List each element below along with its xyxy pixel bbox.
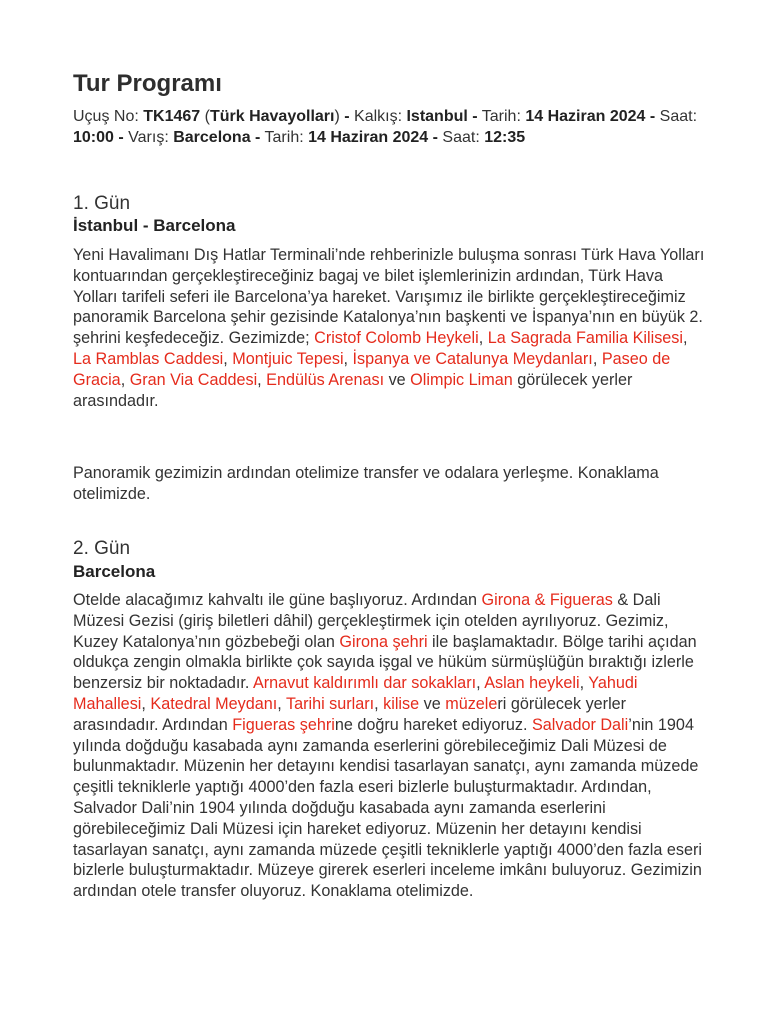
sight-link[interactable]: Montjuic Tepesi (232, 349, 344, 368)
day-1-paragraph-2: Panoramik gezimizin ardından otelimize transfer ve odalara yerleşme. Konaklama otelimizde. (73, 464, 659, 503)
place-link[interactable]: Girona & Figueras (481, 591, 613, 609)
sight-link[interactable]: İspanya ve Catalunya Meydanları (352, 349, 593, 368)
place-link[interactable]: kilise (383, 694, 420, 713)
date-label: Tarih: (264, 129, 304, 146)
sight-link[interactable]: La Sagrada Familia Kilisesi (487, 329, 683, 348)
place-link[interactable]: Arnavut kaldırımlı dar sokakları (252, 674, 477, 693)
text: ile başlamaktadır. Bölge tarihi açıdan oldukça zengin olmakla birlikte çok sayıda işgal ve hüküm sürmüşlüğün bıraktığı izlerle benzersiz bir noktadadır. (73, 632, 697, 693)
sight-link[interactable]: Olimpic Liman (410, 370, 513, 389)
text: , (476, 674, 485, 693)
sight-link[interactable]: Cristof Colomb Heykeli (314, 329, 479, 348)
day-2-subtitle: Barcelona (73, 562, 156, 581)
day-1-paragraph: Yeni Havalimanı Dış Hatlar Terminali’nde rehberinizle buluşma sonrası Türk Hava Yolları kontuarından gerçekleştireceğiniz bagaj ve bilet işlemlerinizin ardından, Türk Hava Yolları tarifeli seferi ile Barcelona’ya hareket. Varışımız ile birlikte gerçekleştireceğimiz panoramik Barcelona şehir gezisinde Katalonya’nın başkenti ve İspanya’nın en büyük 2. şehrini keşfedeceğiz. Gezimizde; Cristof Colomb Heykeli, La Sagrada Familia Kilisesi, La Ramblas Caddesi, Montjuic Tepesi, İspanya ve Catalunya Meydanları, Paseo de Gracia, Gran Via Caddesi, Endülüs Arenası ve Olimpic Liman görülecek yerler arasındadır. (73, 246, 705, 410)
day-1-end: görülecek yerler arasındadır. (73, 370, 633, 410)
flight-no: TK1467 (143, 108, 201, 125)
text: ri görülecek yerler arasındadır. Ardından (73, 694, 627, 734)
arrival-date: 14 Haziran 2024 (308, 129, 429, 146)
flight-no-label: Uçuş No: (73, 108, 139, 125)
time-label: Saat: (659, 108, 698, 125)
text: Otelde alacağımız kahvaltı ile güne başlıyoruz. Ardından (73, 591, 482, 609)
departure-time: 10:00 (73, 129, 114, 146)
arrival-time: 12:35 (484, 129, 526, 146)
sight-link[interactable]: Endülüs Arenası (266, 370, 385, 389)
departure-city: Istanbul (406, 108, 468, 125)
place-link[interactable]: Tarihi surları (285, 694, 375, 713)
text: , (277, 694, 286, 713)
sight-link[interactable]: La Ramblas Caddesi (73, 349, 224, 368)
arrival-city: Barcelona (173, 129, 251, 146)
text: ve (419, 694, 446, 713)
place-link[interactable]: müzele (445, 694, 498, 713)
place-link[interactable]: Katedral Meydanı (150, 694, 278, 713)
departure-date: 14 Haziran 2024 (525, 108, 646, 125)
flight-info: Uçuş No: TK1467 (Türk Havayolları) - Kalkış: Istanbul - Tarih: 14 Haziran 2024 - Saat: 10:00 - Varış: Barcelona - Tarih: 14 Haziran 2024 - Saat: 12:35 (73, 108, 698, 146)
day-2-paragraph (73, 590, 705, 902)
day-1-title: 1. Gün (73, 193, 131, 214)
arrival-label: Varış: (128, 129, 169, 146)
airline: Türk Havayolları (209, 108, 335, 125)
place-link[interactable]: Salvador Dali (531, 715, 629, 734)
time-label: Saat: (442, 129, 480, 146)
conjunction: ve (388, 370, 406, 389)
place-link[interactable]: Yahudi Mahallesi (73, 674, 638, 713)
text: ne doğru hareket ediyoruz. (334, 715, 532, 734)
text: , (374, 694, 384, 713)
departure-label: Kalkış: (354, 108, 403, 125)
place-link[interactable]: Figueras şehri (232, 715, 335, 734)
day-2-title: 2. Gün (73, 538, 131, 559)
text: , (141, 694, 151, 713)
page-title: Tur Programı (73, 70, 222, 97)
text: ’nin 1904 yılında doğduğu kasabada aynı zamanda eserlerini görebileceğimiz Dali Müzesi de bulunmaktadır. Müzenin her detayını kendisi tasarlayan sanatçı, aynı zamanda müzede çeşitli tekniklerle yaptığı 4000’den fazla eseri bizlerle buluşturmaktadır. Ardından, Salvador Dali’nin 1904 yılında doğduğu kasabada aynı zamanda eserlerini görebileceğimiz Dali Müzesi için hareket ediyoruz. Müzenin her detayını kendisi tasarlayan sanatçı, aynı zamanda müzede çeşitli tekniklerle yaptığı 4000’den fazla eseri bizlerle buluşturmaktadır. Müzeye girerek eserleri inceleme imkânı buluyoruz. Gezimizin ardından otele transfer oluyoruz. Konaklama otelimizde. (73, 715, 702, 901)
text: , (579, 674, 589, 693)
place-link[interactable]: Girona şehri (339, 632, 428, 651)
sight-link[interactable]: Paseo de Gracia (73, 349, 671, 389)
day-1-intro: Yeni Havalimanı Dış Hatlar Terminali’nde rehberinizle buluşma sonrası Türk Hava Yolları kontuarından gerçekleştireceğiniz bagaj ve bilet işlemlerinizin ardından, Türk Hava Yolları tarifeli seferi ile Barcelona’ya hareket. Varışımız ile birlikte gerçekleştireceğimiz panoramik Barcelona şehir gezisinde Katalonya’nın başkenti ve İspanya’nın en büyük 2. şehrini keşfedeceğiz. Gezimizde; (73, 246, 705, 348)
day-1-subtitle: İstanbul - Barcelona (73, 216, 236, 235)
place-link[interactable]: Aslan heykeli (484, 674, 580, 693)
date-label: Tarih: (481, 108, 521, 125)
sight-link[interactable]: Gran Via Caddesi (129, 370, 258, 389)
text: & Dali Müzesi Gezisi (giriş biletleri dâhil) gerçekleştirmek için otelden ayrılıyoruz. Gezimiz, Kuzey Katalonya’nın gözbebeği olan (73, 591, 669, 651)
